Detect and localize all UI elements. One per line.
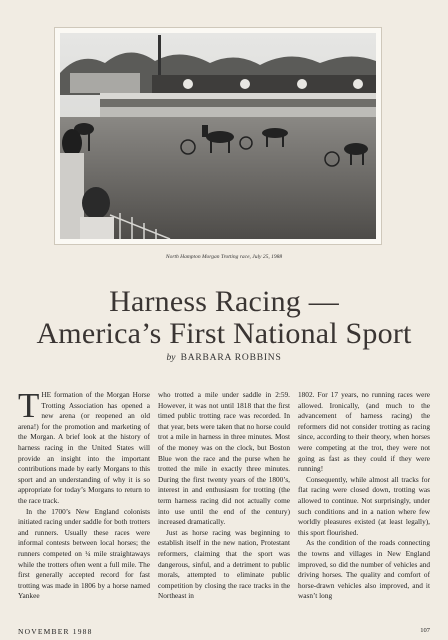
- byline-prefix: by: [166, 353, 176, 363]
- paragraph: [18, 390, 150, 507]
- paragraph: 1802. For 17 years, no running races were allowed. Ironically, (and much to the advancement of harness racing) the reformers did not consider trotting as racing since, according to their theory, when horses were competing at the trot, they were not going as fast as they could if they were running!: [298, 390, 430, 474]
- author-name: BARBARA ROBBINS: [180, 353, 282, 363]
- race-photo: [60, 33, 376, 239]
- paragraph-text: HE formation of the Morgan Horse Trotting Association has opened a new arena (or reopened an old arena!) for the promotion and marketing of the Morgan. A brief look at the history of harness racing in the United States will provide an insight into the important contributions made by early Morgans to this sport and an understanding of why it is so appropriate for today’s Morgans to return to the race track.: [18, 390, 150, 505]
- column-1: [18, 390, 150, 622]
- article-title: [0, 286, 448, 350]
- paragraph: As the condition of the roads connecting the towns and villages in New England improved, so did the number of vehicles and driving horses. The quality and comfort of horse-drawn vehicles also improved, and it wasn’t long: [298, 538, 430, 601]
- paragraph: Consequently, while almost all tracks for flat racing were closed down, trotting was allowed to continue. Not surprisingly, under such conditions and in a nation where few worldly pleasures existed (at least legally), this sport flourished.: [298, 474, 430, 537]
- paragraph: who trotted a mile under saddle in 2:59. However, it was not until 1818 that the first timed public trotting race was recorded. In that year, bets were taken that no horse could trot a mile in harness in three minutes. Most of the money was on the clock, but Boston Blue won the race and the purse when he trotted the mile in exactly three minutes. During the first twenty years of the 1800’s, interest in and enthusiasm for trotting (the term harness racing did not actually come into use until the end of the century) increased dramatically.: [158, 390, 290, 527]
- drop-cap: T: [18, 390, 40, 425]
- article-title-line-2: America’s First National Sport: [36, 317, 412, 350]
- page-number: 107: [420, 627, 430, 634]
- page-footer: [0, 627, 448, 639]
- race-photo-illustration: [60, 33, 376, 239]
- column-3: [298, 390, 430, 622]
- photo-frame: [54, 27, 382, 245]
- issue-date: NOVEMBER 1988: [18, 627, 93, 636]
- column-2: [158, 390, 290, 622]
- paragraph: In the 1700’s New England colonists initiated racing under saddle for both trotters and runners. Usually these races were informal contests between local horses; the runners competed on ¼ mile straightaways while the trotters often went a full mile. The first generally accepted record for fast trotting was made in 1806 by a horse named Yankee: [18, 506, 150, 601]
- paragraph: Just as horse racing was beginning to establish itself in the new nation, Protestant reformers, claiming that the sport was dangerous, sinful, and a detriment to public morals, attempted to eliminate public competition by closing the race tracks in the Northeast in: [158, 527, 290, 601]
- byline: [0, 353, 448, 363]
- article-body: [18, 390, 430, 622]
- article-title-line-1: Harness Racing —: [109, 285, 339, 318]
- photo-caption: North Hampton Morgan Trotting race, July 25, 1988: [165, 254, 283, 260]
